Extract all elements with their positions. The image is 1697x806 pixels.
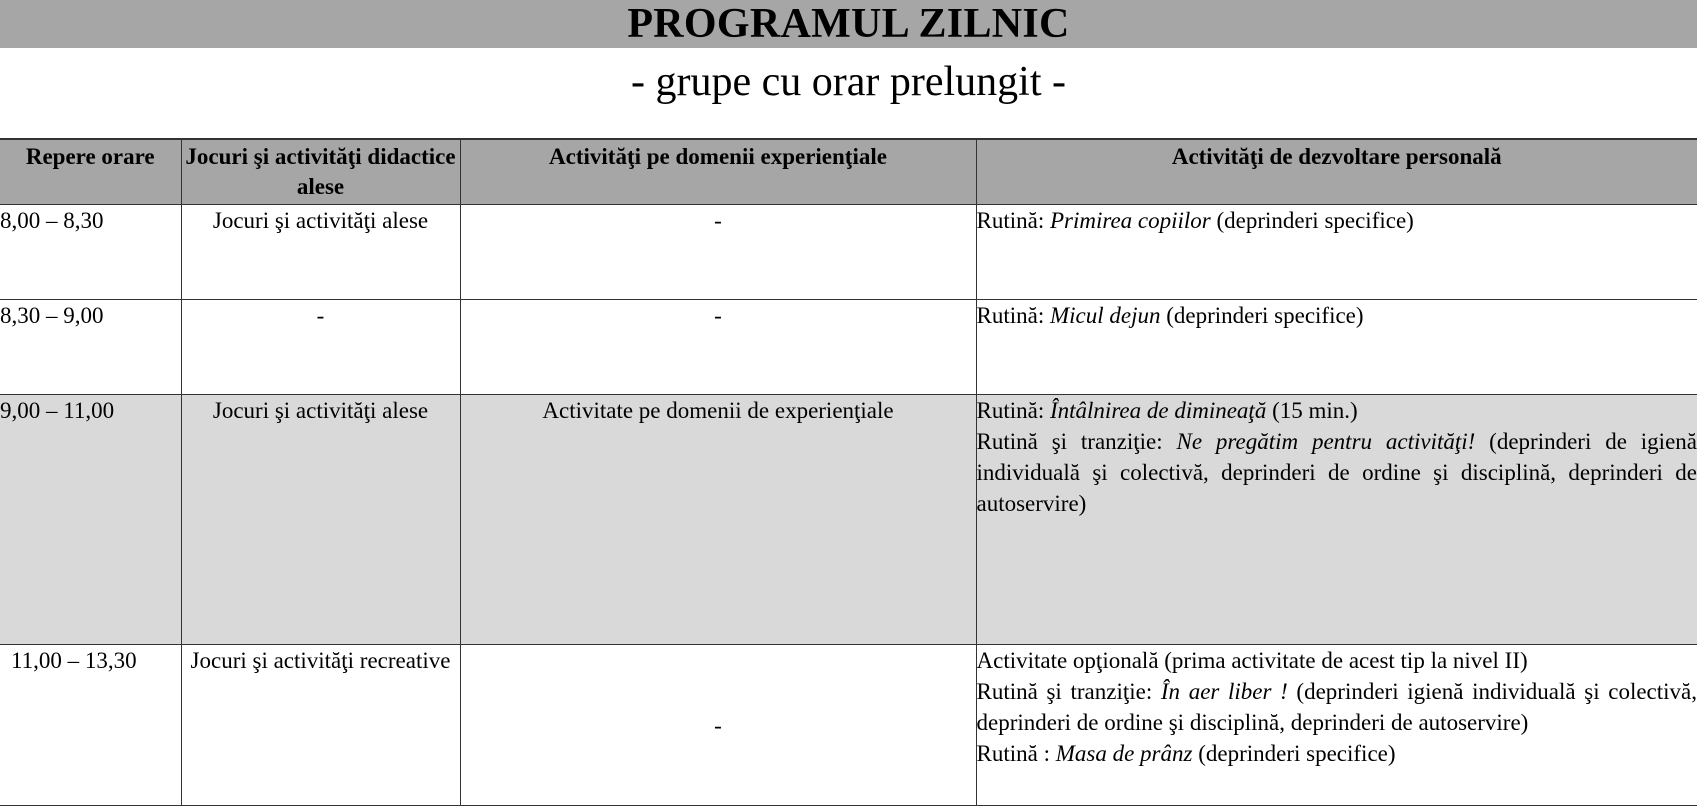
column-header-development: Activităţi de dezvoltare personală [976,139,1697,205]
dev-line [977,300,1697,331]
dev-line [977,395,1697,426]
dev-details: (deprinderi igienă individuală şi colectivă, deprinderi de ordine şi disciplină, deprinderi de autoservire) [977,679,1697,735]
domains-cell: - [460,645,976,806]
development-cell [976,645,1697,806]
dev-details: (deprinderi specifice) [1160,303,1363,328]
dev-activity: Micul dejun [1050,303,1161,328]
dev-line [977,205,1697,236]
page-title: PROGRAMUL ZILNIC [0,0,1697,48]
dev-activity: În aer liber ! [1161,679,1288,704]
dev-label: Rutină şi tranziţie: [977,679,1161,704]
dev-label: Activitate opţională (prima activitate de acest tip la nivel II) [977,648,1528,673]
page-subtitle: - grupe cu orar prelungit - [0,56,1697,108]
domains-cell: Activitate pe domenii de experienţiale [460,395,976,645]
column-header-domains: Activităţi pe domenii experienţiale [460,139,976,205]
dev-label: Rutină: [977,398,1050,423]
table-row [0,645,1697,806]
dev-activity: Întâlnirea de dimineaţă [1050,398,1266,423]
dev-line [977,738,1697,769]
games-cell: Jocuri şi activităţi recreative [181,645,460,806]
dev-details: (15 min.) [1266,398,1357,423]
table-row [0,300,1697,395]
development-cell [976,205,1697,300]
domains-cell: - [460,300,976,395]
dev-details: (deprinderi specifice) [1211,208,1414,233]
table-row [0,395,1697,645]
domains-cell: - [460,205,976,300]
time-cell: 8,30 – 9,00 [0,300,181,395]
time-cell: 11,00 – 13,30 [0,645,181,806]
dev-line [977,645,1697,676]
table-header-row [0,139,1697,205]
dev-line [977,676,1697,738]
dev-label: Rutină: [977,303,1050,328]
time-cell: 8,00 – 8,30 [0,205,181,300]
dev-label: Rutină şi tranziţie: [977,429,1177,454]
dev-activity: Primirea copiilor [1050,208,1211,233]
time-cell: 9,00 – 11,00 [0,395,181,645]
development-cell [976,395,1697,645]
dev-label: Rutină : [977,741,1056,766]
dev-line [977,426,1697,519]
dev-activity: Masa de prânz [1056,741,1193,766]
games-cell: Jocuri şi activităţi alese [181,395,460,645]
dev-details: (deprinderi specifice) [1192,741,1395,766]
games-cell: - [181,300,460,395]
dev-label: Rutină: [977,208,1050,233]
games-cell: Jocuri şi activităţi alese [181,205,460,300]
column-header-time: Repere orare [0,139,181,205]
development-cell [976,300,1697,395]
dev-details: (deprinderi de igienă individuală şi colectivă, deprinderi de ordine şi disciplină, deprinderi de autoservire) [977,429,1697,516]
schedule-table [0,138,1697,806]
dev-activity: Ne pregătim pentru activităţi! [1177,429,1476,454]
table-row [0,205,1697,300]
title-bar [0,0,1697,48]
column-header-games: Jocuri şi activităţi didactice alese [181,139,460,205]
